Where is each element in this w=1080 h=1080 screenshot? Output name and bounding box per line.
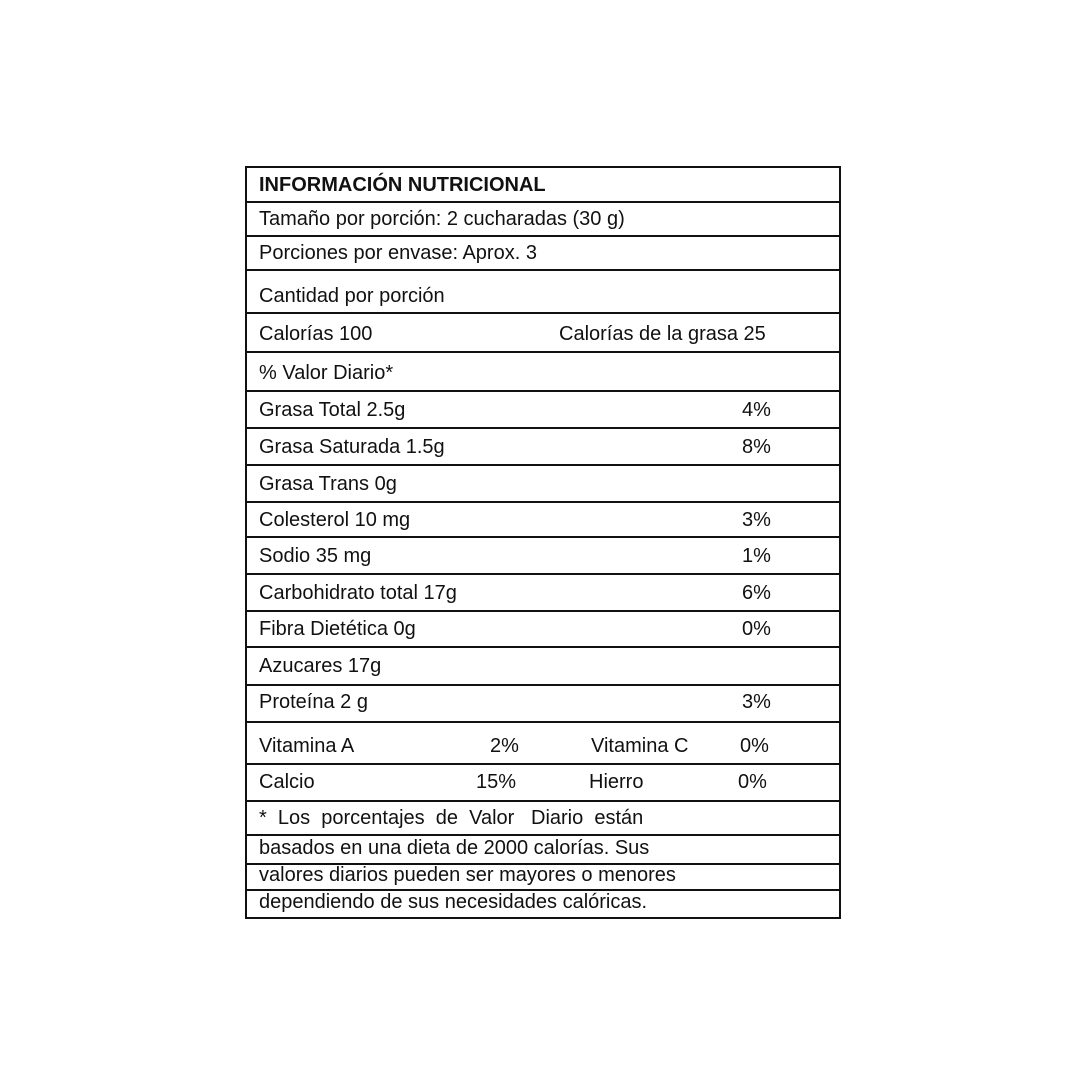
nutrient-row [247,538,839,575]
footnote-text: dependiendo de sus necesidades calóricas. [259,891,648,913]
nutrient-name: Grasa Trans 0g [259,473,397,495]
servings-per-container: Porciones por envase: Aprox. 3 [259,242,537,264]
nutrient-row [247,686,839,723]
mineral-row [247,765,839,802]
nutrient-name: Grasa Saturada 1.5g [259,436,445,458]
footnote-line [247,891,839,917]
calories-row [247,314,839,353]
vitamin-name: Vitamina C [591,735,689,757]
nutrient-daily-value: 3% [742,691,771,713]
nutrient-row [247,466,839,503]
servings-per-container-row [247,237,839,271]
nutrient-row [247,648,839,686]
calories-from-fat: Calorías de la grasa 25 [559,323,766,345]
nutrient-daily-value: 4% [742,399,771,421]
nutrient-name: Proteína 2 g [259,691,368,713]
serving-size: Tamaño por porción: 2 cucharadas (30 g) [259,208,625,230]
nutrient-daily-value: 0% [742,618,771,640]
mineral-value: 0% [738,771,767,793]
amount-per-serving-row [247,271,839,314]
nutrient-daily-value: 3% [742,509,771,531]
daily-value-header-row [247,353,839,392]
daily-value-header: % Valor Diario* [259,362,394,384]
nutrient-daily-value: 8% [742,436,771,458]
nutrient-row [247,575,839,612]
nutrient-name: Azucares 17g [259,655,382,677]
mineral-name: Hierro [589,771,644,793]
title-row [247,168,839,203]
nutrient-row [247,429,839,466]
nutrient-row [247,503,839,538]
mineral-value: 15% [476,771,517,793]
mineral-name: Calcio [259,771,315,793]
footnote-text: valores diarios pueden ser mayores o menores [259,864,676,886]
label-title: INFORMACIÓN NUTRICIONAL [259,174,546,196]
vitamin-value: 2% [490,735,519,757]
footnote-text: * Los porcentajes de Valor Diario están [259,807,644,829]
nutrient-name: Fibra Dietética 0g [259,618,416,640]
amount-per-serving: Cantidad por porción [259,285,445,307]
nutrient-row [247,612,839,648]
nutrient-name: Carbohidrato total 17g [259,582,457,604]
footnote-line [247,802,839,836]
nutrient-name: Grasa Total 2.5g [259,399,406,421]
nutrient-name: Sodio 35 mg [259,545,372,567]
footnote-text: basados en una dieta de 2000 calorías. Sus [259,837,650,859]
serving-size-row [247,203,839,237]
footnote-line [247,836,839,865]
vitamin-row [247,723,839,765]
vitamin-name: Vitamina A [259,735,355,757]
nutrient-daily-value: 6% [742,582,771,604]
nutrition-facts-label [245,166,841,919]
nutrient-daily-value: 1% [742,545,771,567]
calories: Calorías 100 [259,323,373,345]
footnote-line [247,865,839,891]
vitamin-value: 0% [740,735,769,757]
nutrient-name: Colesterol 10 mg [259,509,411,531]
nutrient-row [247,392,839,429]
